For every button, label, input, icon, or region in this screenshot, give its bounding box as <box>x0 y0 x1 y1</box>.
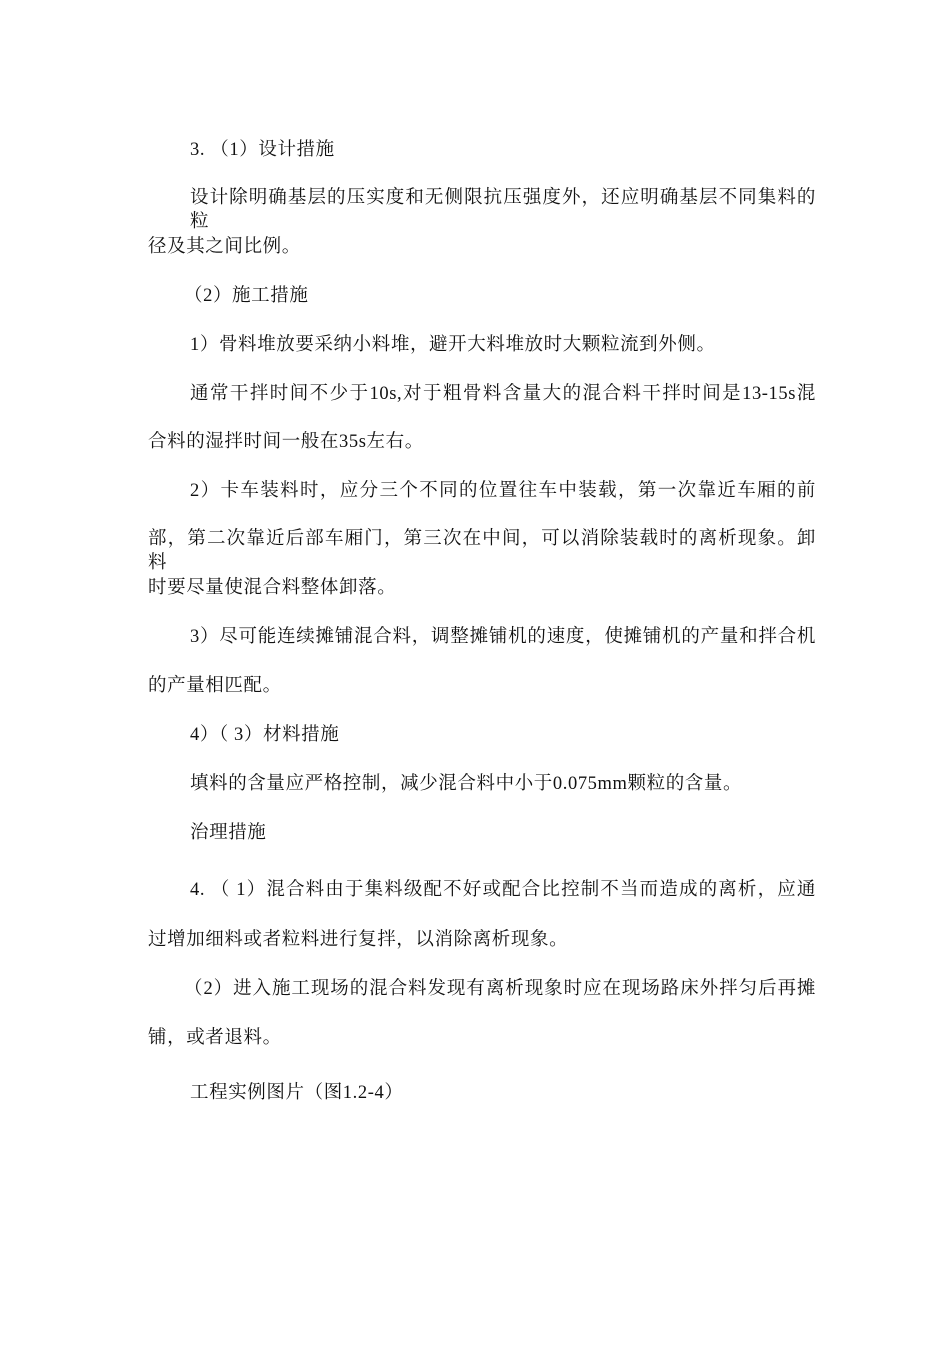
paragraph-line: 过增加细料或者粒料进行复拌，以消除离析现象。 <box>148 930 569 950</box>
paragraph-line: 径及其之间比例。 <box>148 237 301 257</box>
section-heading: 治理措施 <box>190 823 267 843</box>
subsection-heading: （2）施工措施 <box>184 286 309 306</box>
paragraph-line: 合料的湿拌时间一般在35s左右。 <box>148 432 424 452</box>
list-item: 3）尽可能连续摊铺混合料，调整摊铺机的速度，使摊铺机的产量和拌合机 <box>190 627 816 647</box>
paragraph-line: 通常干拌时间不少于10s,对于粗骨料含量大的混合料干拌时间是13-15s混 <box>190 384 816 404</box>
list-item: 2）卡车装料时，应分三个不同的位置往车中装载，第一次靠近车厢的前 <box>190 481 816 501</box>
list-item: 1）骨料堆放要采纳小料堆，避开大料堆放时大颗粒流到外侧。 <box>190 335 716 355</box>
paragraph-line: 时要尽量使混合料整体卸落。 <box>148 578 397 598</box>
paragraph-line: 铺，或者退料。 <box>148 1028 282 1048</box>
paragraph-line: 设计除明确基层的压实度和无侧限抗压强度外，还应明确基层不同集料的粒 <box>190 188 816 232</box>
list-item: 4. （ 1）混合料由于集料级配不好或配合比控制不当而造成的离析，应通 <box>190 880 816 900</box>
section-3-heading: 3. （1）设计措施 <box>190 140 335 160</box>
paragraph-line: 填料的含量应严格控制，减少混合料中小于0.075mm颗粒的含量。 <box>190 774 743 794</box>
paragraph-line: 部，第二次靠近后部车厢门，第三次在中间，可以消除装载时的离析现象。卸料 <box>148 529 816 573</box>
figure-caption: 工程实例图片（图1.2-4） <box>190 1083 404 1103</box>
list-item: （2）进入施工现场的混合料发现有离析现象时应在现场路床外拌匀后再摊 <box>184 979 816 999</box>
subsection-heading: 4）（ 3）材料措施 <box>190 725 340 745</box>
paragraph-line: 的产量相匹配。 <box>148 676 282 696</box>
